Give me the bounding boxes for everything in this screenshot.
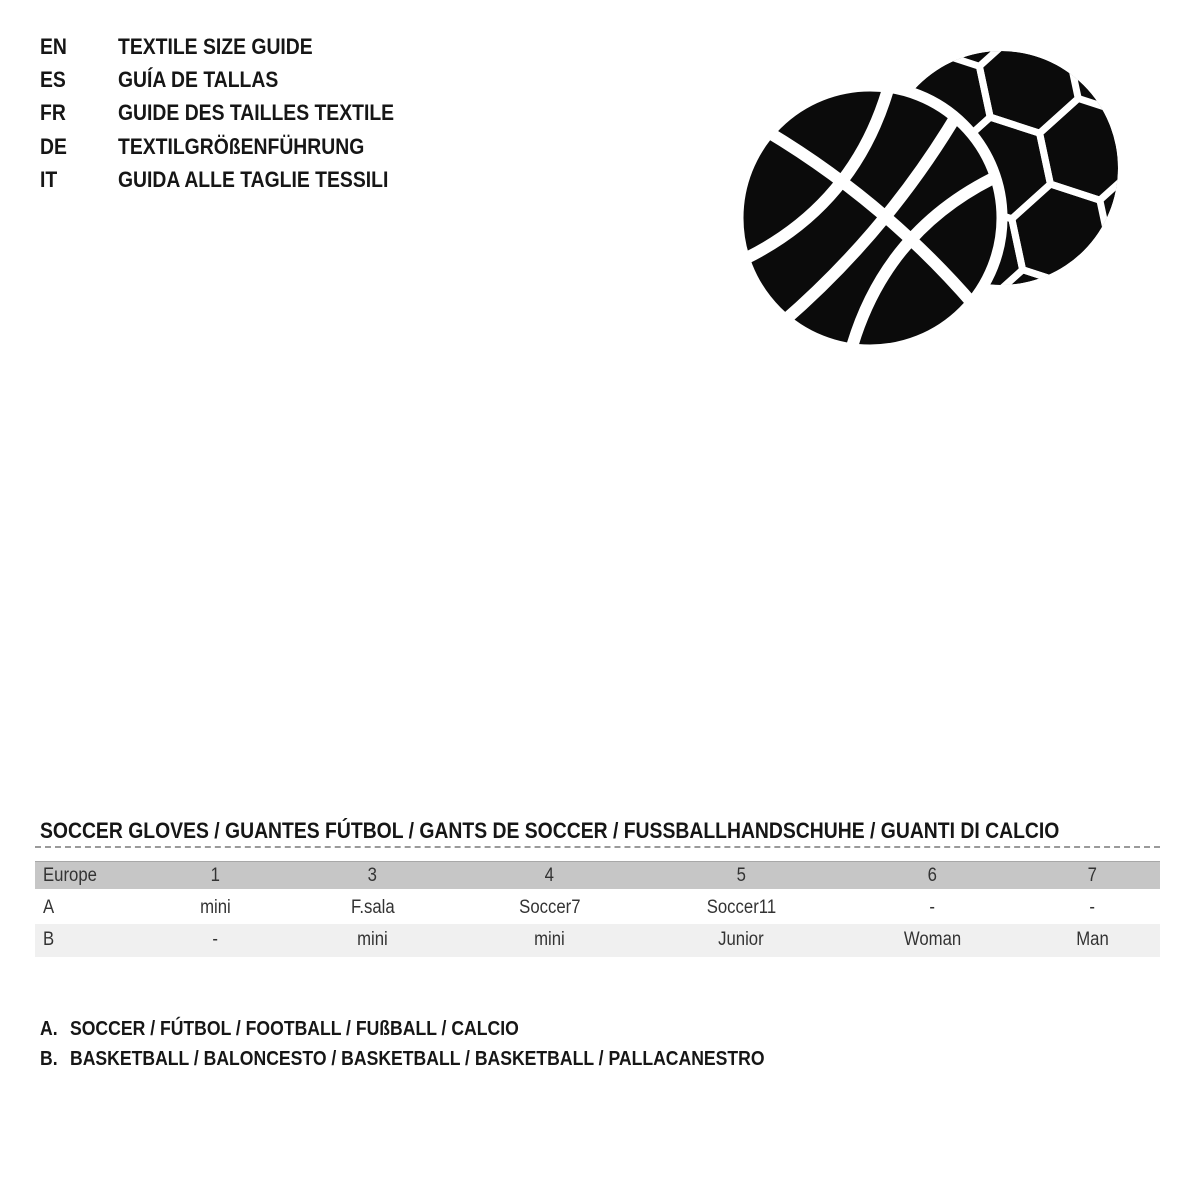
- lang-row-fr: [40, 97, 432, 130]
- row-b-cell-1: -: [212, 929, 218, 950]
- row-b-cell-5: Woman: [903, 929, 961, 950]
- header-cell-6: 6: [927, 864, 937, 886]
- legend-row-a: [40, 1014, 859, 1044]
- row-a-cell-2: F.sala: [350, 896, 395, 918]
- lang-code-fr: FR: [40, 100, 66, 126]
- row-b-label: B: [43, 929, 55, 950]
- lang-row-it: [40, 164, 432, 197]
- legend-label-b: BASKETBALL / BALONCESTO / BASKETBALL / BASKETBALL / PALLACANESTRO: [70, 1047, 765, 1070]
- header-cell-7: 7: [1087, 864, 1098, 886]
- lang-label-es: GUÍA DE TALLAS: [118, 67, 279, 93]
- balls-svg: [720, 40, 1140, 370]
- row-a-cell-4: Soccer11: [706, 896, 776, 918]
- legend: [40, 1014, 859, 1074]
- row-b-cell-3: mini: [534, 929, 566, 950]
- row-b-cell-6: Man: [1076, 929, 1109, 950]
- row-a-label: A: [43, 896, 55, 918]
- lang-code-en: EN: [40, 33, 67, 59]
- legend-row-b: [40, 1044, 859, 1074]
- language-title-list: [40, 30, 432, 197]
- lang-label-fr: GUIDE DES TAILLES TEXTILE: [118, 100, 395, 126]
- lang-code-de: DE: [40, 133, 67, 159]
- divider-rule: [35, 846, 1160, 848]
- lang-row-de: [40, 130, 432, 163]
- legend-label-a: SOCCER / FÚTBOL / FOOTBALL / FUßBALL / CALCIO: [70, 1017, 519, 1040]
- legend-key-a: A.: [40, 1017, 58, 1040]
- header-cell-5: 5: [736, 864, 746, 886]
- header-cell-4: 4: [545, 864, 555, 886]
- row-b-cell-4: Junior: [718, 929, 764, 950]
- size-table: [35, 861, 1160, 957]
- lang-row-en: [40, 30, 432, 63]
- size-table-title: SOCCER GLOVES / GUANTES FÚTBOL / GANTS DE SOCCER / FUSSBALLHANDSCHUHE / GUANTI DI CALCIO: [40, 818, 1060, 843]
- header-cell-3: 3: [367, 864, 378, 886]
- lang-label-it: GUIDA ALLE TAGLIE TESSILI: [118, 167, 389, 193]
- table-row-b: [35, 924, 1160, 957]
- table-header-row: [35, 862, 1160, 891]
- row-a-cell-6: -: [1089, 896, 1096, 918]
- table-row-a: [35, 891, 1160, 924]
- header-cell-europe: Europe: [43, 864, 97, 886]
- header-cell-1: 1: [210, 864, 220, 886]
- lang-row-es: [40, 63, 432, 96]
- lang-code-it: IT: [40, 167, 58, 193]
- lang-label-en: TEXTILE SIZE GUIDE: [118, 33, 313, 59]
- row-a-cell-1: mini: [199, 896, 231, 918]
- row-a-cell-3: Soccer7: [519, 896, 581, 918]
- row-b-cell-2: mini: [357, 929, 388, 950]
- legend-key-b: B.: [40, 1047, 58, 1070]
- lang-code-es: ES: [40, 67, 66, 93]
- row-a-cell-5: -: [929, 896, 935, 918]
- lang-label-de: TEXTILGRÖßENFÜHRUNG: [118, 133, 365, 159]
- balls-illustration: [720, 40, 1140, 370]
